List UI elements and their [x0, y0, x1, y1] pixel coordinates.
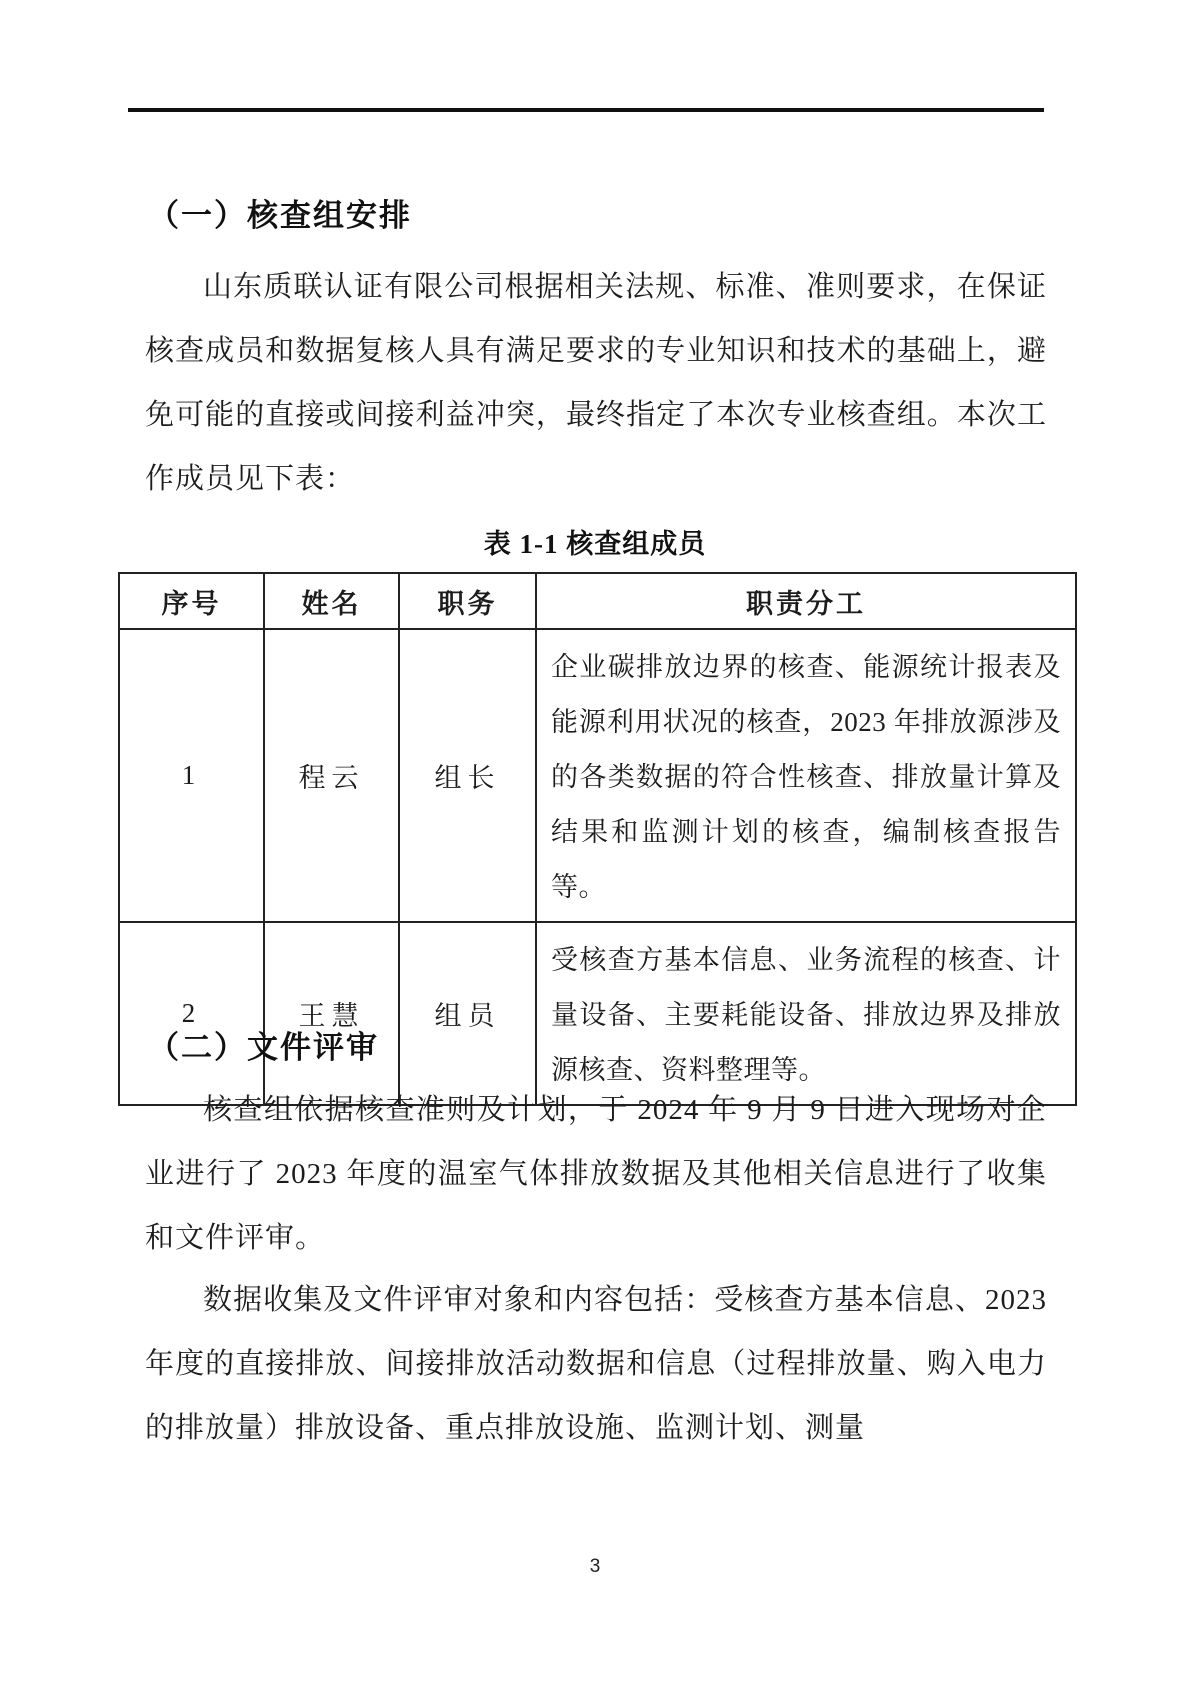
section-2-paragraph-2: 数据收集及文件评审对象和内容包括：受核查方基本信息、2023 年度的直接排放、间接排放活动数据和信息（过程排放量、购入电力的排放量）排放设备、重点排放设施、监测计划、测量: [145, 1284, 1047, 1444]
table-title: 表 1-1 核查组成员: [483, 529, 707, 559]
table-header-row: [119, 573, 1076, 629]
section-2-heading: （二）文件评审: [148, 1030, 379, 1065]
section-1-heading: （一）核查组安排: [148, 198, 412, 233]
row-index: 2: [119, 922, 264, 1105]
row-index: 1: [119, 629, 264, 922]
page-number: 3: [589, 1556, 601, 1577]
member-duties: 受核查方基本信息、业务流程的核查、计量设备、主要耗能设备、排放边界及排放源核查、资料整理等。: [536, 922, 1076, 1105]
member-role: 组员: [399, 922, 536, 1105]
section-1-paragraph: 山东质联认证有限公司根据相关法规、标准、准则要求，在保证核查成员和数据复核人具有满足要求的专业知识和技术的基础上，避免可能的直接或间接利益冲突，最终指定了本次专业核查组。本次工作成员见下表：: [145, 271, 1047, 495]
section-2-paragraph-1: 核查组依据核查准则及计划，于 2024 年 9 月 9 日进入现场对企业进行了 2023 年度的温室气体排放数据及其他相关信息进行了收集和文件评审。: [145, 1094, 1047, 1254]
col-header-index: 序号: [119, 573, 264, 629]
col-header-name: 姓名: [264, 573, 399, 629]
page-header-rule: [128, 108, 1044, 112]
member-name: 程云: [264, 629, 399, 922]
table-row: [119, 629, 1076, 922]
member-duties: 企业碳排放边界的核查、能源统计报表及能源利用状况的核查，2023 年排放源涉及的各类数据的符合性核查、排放量计算及结果和监测计划的核查，编制核查报告等。: [536, 629, 1076, 922]
member-role: 组长: [399, 629, 536, 922]
col-header-duties: 职责分工: [536, 573, 1076, 629]
member-name: 王慧: [264, 922, 399, 1105]
col-header-role: 职务: [399, 573, 536, 629]
